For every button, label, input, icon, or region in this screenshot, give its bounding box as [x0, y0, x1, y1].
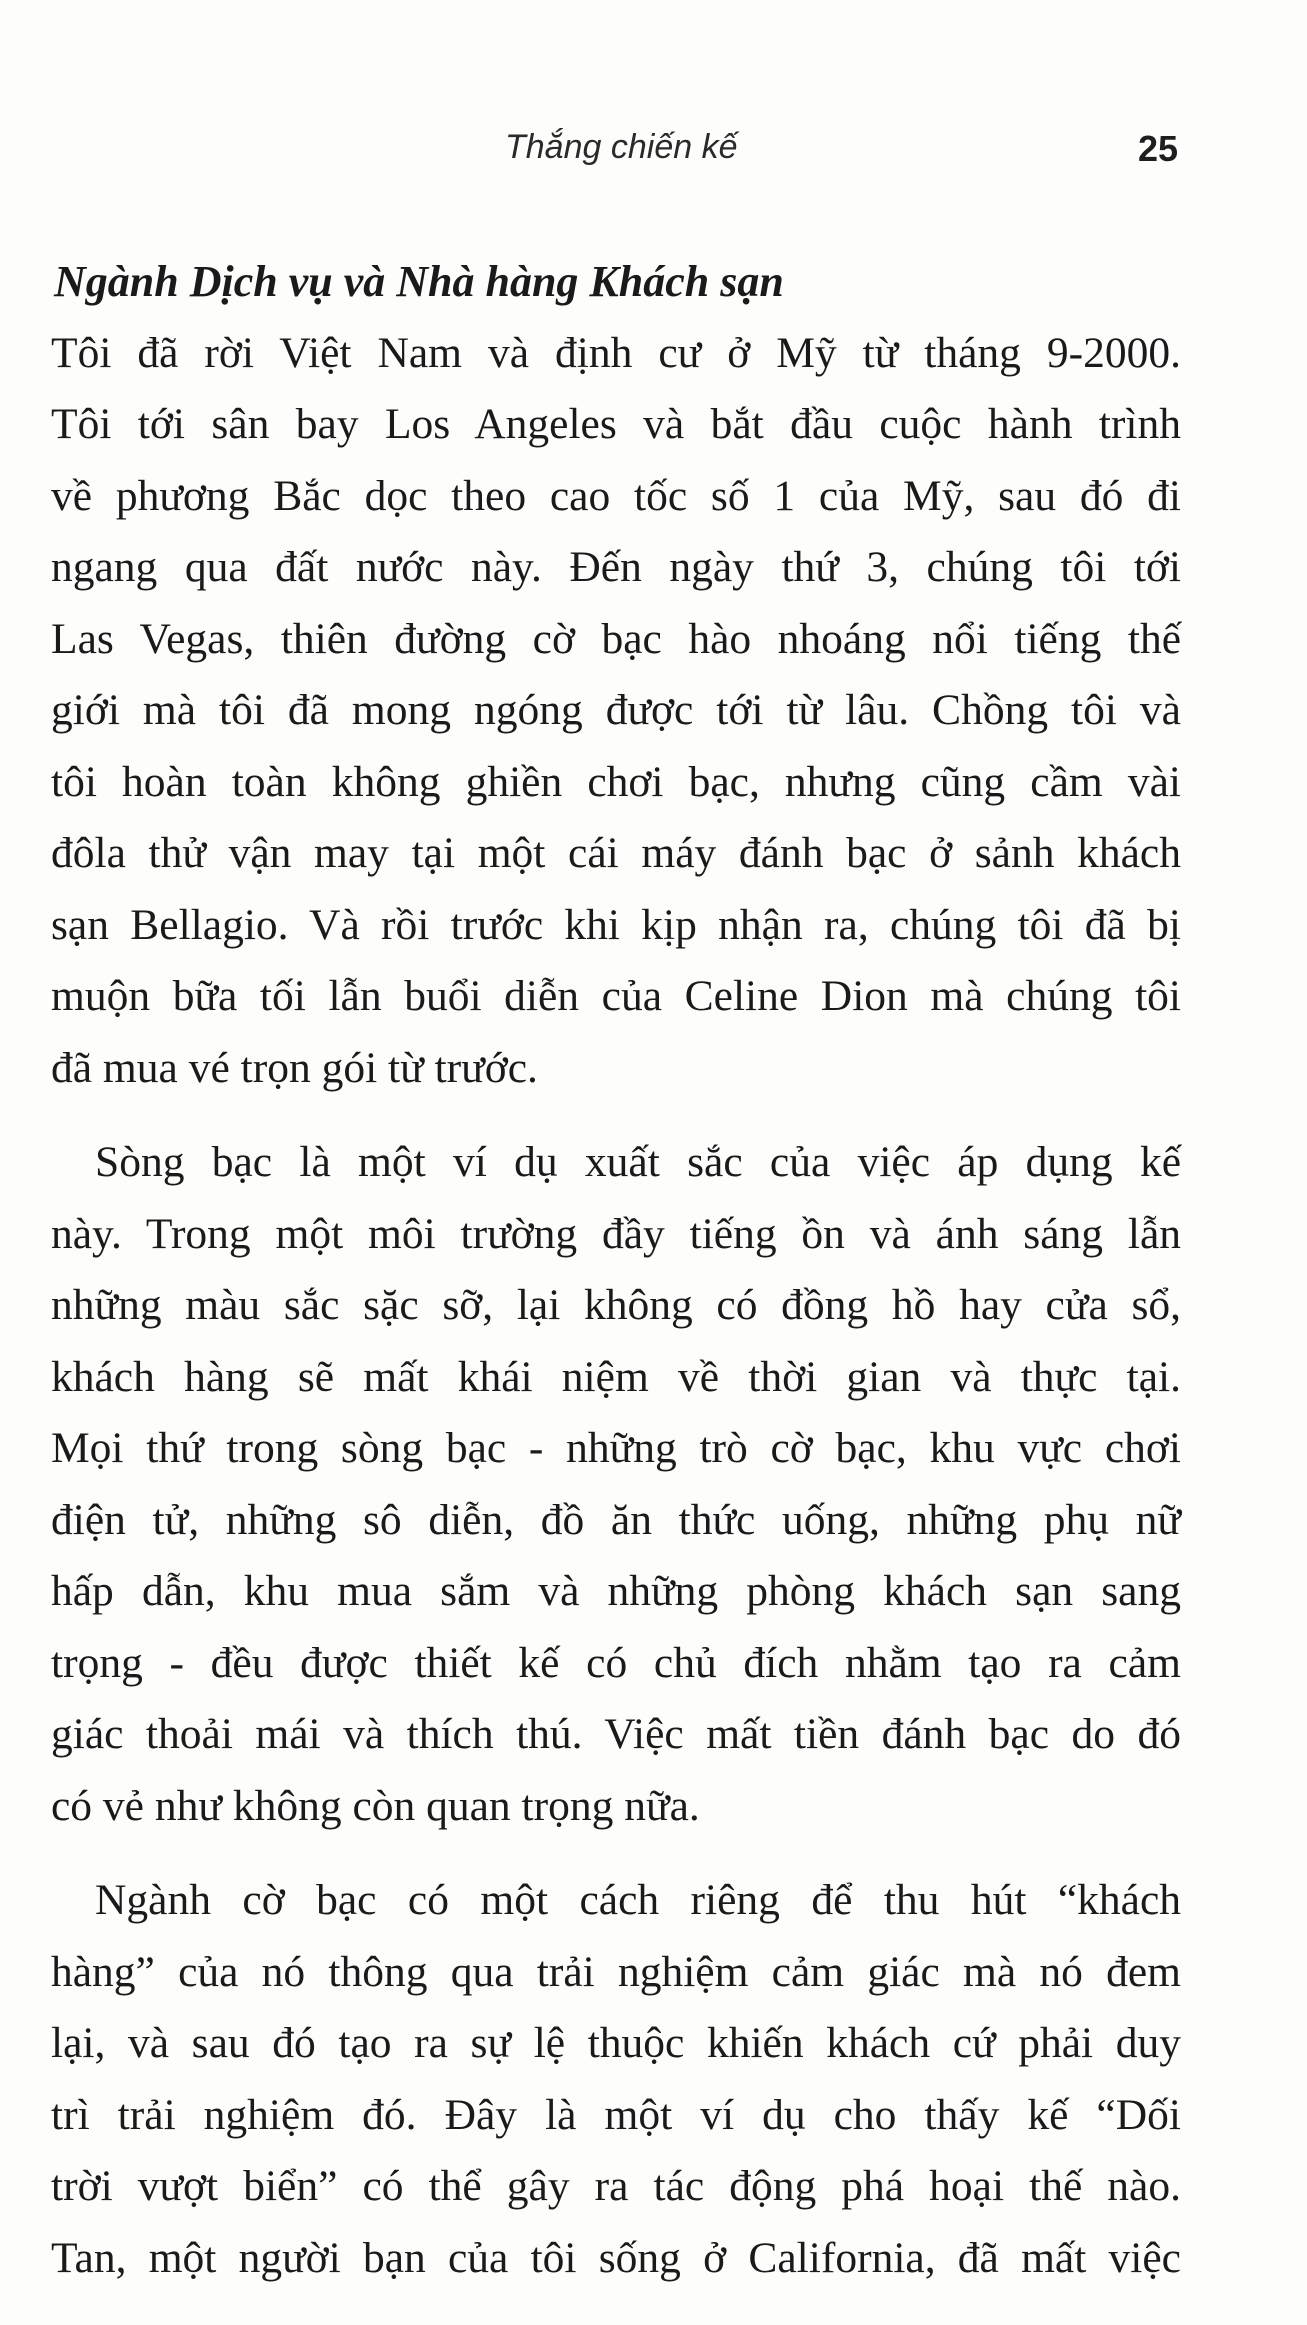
text-line: hàng” của nó thông qua trải nghiệm cảm giác mà nó đem	[51, 1947, 1181, 1996]
text-line: lại, và sau đó tạo ra sự lệ thuộc khiến khách cứ phải duy	[51, 2019, 1181, 2067]
text-line: Sòng bạc là một ví dụ xuất sắc của việc áp dụng kế	[95, 1138, 1181, 1186]
text-line: giới mà tôi đã mong ngóng được tới từ lâu. Chồng tôi và	[51, 686, 1181, 734]
text-line: trì trải nghiệm đó. Đây là một ví dụ cho thấy kế “Dối	[51, 2090, 1181, 2139]
text-line: Tôi tới sân bay Los Angeles và bắt đầu cuộc hành trình	[51, 400, 1181, 448]
text-line: về phương Bắc dọc theo cao tốc số 1 của Mỹ, sau đó đi	[51, 471, 1181, 520]
page-number: 25	[1138, 128, 1179, 169]
paragraph-2	[51, 1127, 1181, 1842]
text-line: khách hàng sẽ mất khái niệm về thời gian và thực tại.	[51, 1352, 1181, 1401]
text-line: giác thoải mái và thích thú. Việc mất tiền đánh bạc do đó	[51, 1710, 1181, 1758]
text-line: điện tử, những sô diễn, đồ ăn thức uống, những phụ nữ	[51, 1495, 1181, 1544]
running-title: Thắng chiến kế	[505, 128, 738, 166]
text-line: hấp dẫn, khu mua sắm và những phòng khách sạn sang	[51, 1567, 1181, 1615]
text-line: này. Trong một môi trường đầy tiếng ồn và ánh sáng lẫn	[51, 1209, 1181, 1258]
text-line: sạn Bellagio. Và rồi trước khi kịp nhận ra, chúng tôi đã bị	[51, 900, 1181, 949]
text-line: trời vượt biển” có thể gây ra tác động phá hoại thế nào.	[51, 2162, 1181, 2210]
section-heading: Ngành Dịch vụ và Nhà hàng Khách sạn	[54, 257, 784, 306]
text-line: Las Vegas, thiên đường cờ bạc hào nhoáng nổi tiếng thế	[51, 614, 1181, 663]
text-line: tôi hoàn toàn không ghiền chơi bạc, nhưng cũng cầm vài	[51, 757, 1181, 806]
text-line: những màu sắc sặc sỡ, lại không có đồng hồ hay cửa sổ,	[51, 1281, 1181, 1329]
text-line: Tôi đã rời Việt Nam và định cư ở Mỹ từ tháng 9-2000.	[51, 328, 1181, 377]
text-line: có vẻ như không còn quan trọng nữa.	[51, 1781, 700, 1830]
body-text	[51, 246, 1181, 2294]
text-line: đôla thử vận may tại một cái máy đánh bạc ở sảnh khách	[51, 829, 1181, 877]
text-line: muộn bữa tối lẫn buổi diễn của Celine Dion mà chúng tôi	[51, 972, 1181, 1020]
paragraph-3	[51, 1865, 1181, 2294]
text-line: Mọi thứ trong sòng bạc - những trò cờ bạc, khu vực chơi	[51, 1424, 1181, 1472]
paragraph-1	[51, 318, 1181, 1105]
text-line: trọng - đều được thiết kế có chủ đích nhằm tạo ra cảm	[51, 1638, 1181, 1687]
text-line: Ngành cờ bạc có một cách riêng để thu hút “khách	[95, 1876, 1181, 1924]
text-line: ngang qua đất nước này. Đến ngày thứ 3, chúng tôi tới	[51, 543, 1181, 591]
text-line: Tan, một người bạn của tôi sống ở California, đã mất việc	[51, 2233, 1181, 2282]
text-line: đã mua vé trọn gói từ trước.	[51, 1043, 538, 1092]
